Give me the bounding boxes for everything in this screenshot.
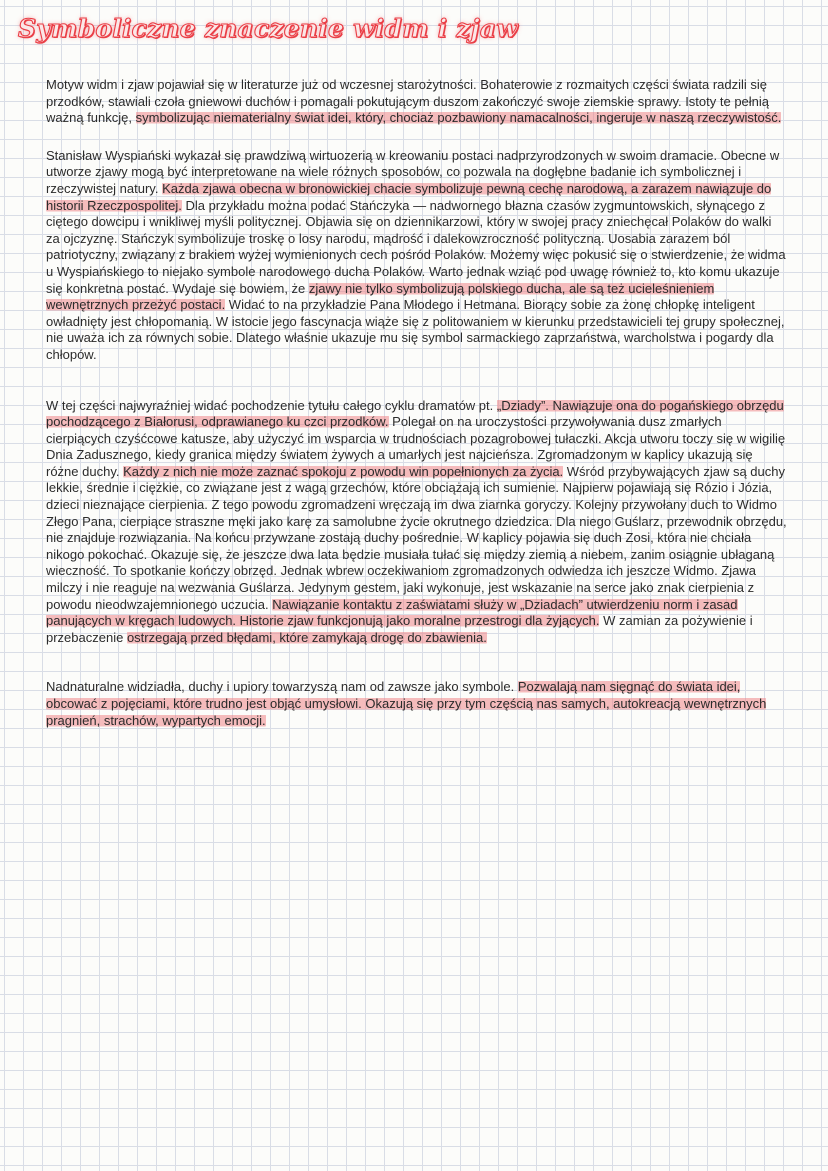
highlighted-text: Każda zjawa obecna w bronowickiej chacie symbolizuje pewną cechę narodową, a zarazem nawiązuje do historii Rzeczpospolitej. (46, 180, 772, 213)
paragraph-conclusion (46, 679, 788, 729)
highlighted-text: Nawiązanie kontaktu z zaświatami służy w „Dziadach” utwierdzeniu norm i zasad panujących w kręgach ludowych. Historie zjaw funkcjonują jako moralne przestrogi dla żyjących. (46, 596, 738, 629)
text-segment: Motyw widm i zjaw pojawiał się w literaturze już od wczesnej starożytności. Bohaterowie z rozmaitych części świata radzili się przodków, stawiali czoła gniewowi duchów i pomagali pokutującym duszom zakończyć swoje ziemskie sprawy. Istoty te pełnią ważną funkcję, (46, 77, 770, 126)
text-segment: Nadnaturalne widziadła, duchy i upiory towarzyszą nam od zawsze jako symbole. (46, 679, 518, 695)
highlighted-text: Każdy z nich nie może zaznać spokoju z powodu win popełnionych za życia. (123, 463, 564, 479)
text-segment: Polegał on na uroczystości przywoływania dusz zmarłych cierpiących czyśćcowe katusze, aby użyczyć im wsparcia w trudnościach pozagrobowej tułaczki. Akcja utworu toczy się w wigilię Dnia Zadusznego, kiedy granica między światem żywych a umarłych jest najcieńsza. Zgromadzonym w kaplicy ukazują się różne duchy. (46, 414, 786, 479)
text-segment: Stanisław Wyspiański wykazał się prawdziwą wirtuozerią w kreowaniu postaci nadprzyrodzonych w swoim dramacie. Obecne w utworze zjawy mogą być interpretowane na wiele różnych sposobów, co pozwala na dogłębne badanie ich symbolicznej i rzeczywistej natury. (46, 147, 780, 196)
page-title: Symboliczne znaczenie widm i zjaw (18, 14, 518, 43)
text-segment: W zamian za pożywienie i przebaczenie (46, 613, 753, 645)
highlighted-text: ostrzegają przed błędami, które zamykają drogę do zbawienia. (126, 629, 487, 645)
paragraph-wyspianski (46, 148, 788, 364)
highlighted-text: symbolizując niematerialny świat idei, który, chociaż pozbawiony namacalności, ingeruje w naszą rzeczywistość. (135, 110, 782, 126)
text-segment: W tej części najwyraźniej widać pochodzenie tytułu całego cyklu dramatów pt. (46, 397, 497, 413)
paragraph-dziady (46, 398, 788, 647)
essay-body (46, 77, 788, 729)
highlighted-text: Pozwalają nam sięgnąć do świata idei, obcować z pojęciami, które trudno jest objąć umysłowi. Okazują się przy tym częścią nas samych, autokreacją wewnętrznych pragnień, strachów, wypartych emocji. (46, 679, 767, 728)
text-segment: Wśród przybywających zjaw są duchy lekkie, średnie i ciężkie, co związane jest z wagą grzechów, które obciążają ich sumienie. Najpierw pojawiają się Rózio i Józia, dzieci nieznające cierpienia. Z tego powodu zgromadzeni wręczają im dwa ziarnka goryczy. Kolejny przywołany duch to Widmo Złego Pana, cierpiące straszne męki jako karę za samolubne życie okrutnego dziedzica. Dla niego Guślarz, przewodnik obrzędu, nie znajduje rozwiązania. Na końcu przywzane zostają duchy pośrednie. W kaplicy pojawia się duch Zosi, która nie chciała nikogo pokochać. Okazuje się, że jeszcze dwa lata będzie musiała tułać się między ziemią a niebem, zanim osiągnie ubłaganą wieczność. To spotkanie kończy obrzęd. Jednak wbrew oczekiwaniom zgromadzonych odwiedza ich jeszcze Widmo. Zjawa milczy i nie reaguje na wezwania Guślarza. Jedynym gestem, jaki wykonuje, jest wskazanie na serce jako znak cierpienia z powodu nieodwzajemnionego uczucia. (46, 463, 787, 612)
paragraph-intro (46, 77, 788, 127)
highlighted-text: zjawy nie tylko symbolizują polskiego ducha, ale są też ucieleśnieniem wewnętrznych przeżyć postaci. (46, 280, 715, 313)
highlighted-text: „Dziady”. Nawiązuje ona do pogańskiego obrzędu pochodzącego z Białorusi, odprawianego ku czci przodków. (46, 397, 784, 430)
text-segment: Widać to na przykładzie Pana Młodego i Hetmana. Biorący sobie za żonę chłopkę inteligent owładnięty jest chłopomanią. W istocie jego fascynacja wiąże się z politowaniem w kierunku przedstawicieli tej grupy społecznej, nie uważa ich za równych sobie. Dlatego właśnie ukazuje mu się symbol sarmackiego zaprzaństwa, warcholstwa i pogardy dla chłopów. (46, 297, 785, 362)
text-segment: Dla przykładu można podać Stańczyka — nadwornego błazna czasów zygmuntowskich, słynącego z ciętego dowcipu i wnikliwej myśli politycznej. Objawia się on dziennikarzowi, który w swojej pracy zniechęcał Polaków do walki za ojczyznę. Stańczyk symbolizuje troskę o losy narodu, mądrość i dalekowzroczność polityczną. Uosabia zarazem ból patriotyczny, związany z brakiem wyżej wymienionych cech pośród Polaków. Możemy więc pokusić się o stwierdzenie, że widma u Wyspiańskiego to niejako symbole narodowego ducha Polaków. Warto jednak wziąć pod uwagę również to, kto komu ukazuje się konkretna postać. Wydaje się bowiem, że (46, 197, 786, 296)
